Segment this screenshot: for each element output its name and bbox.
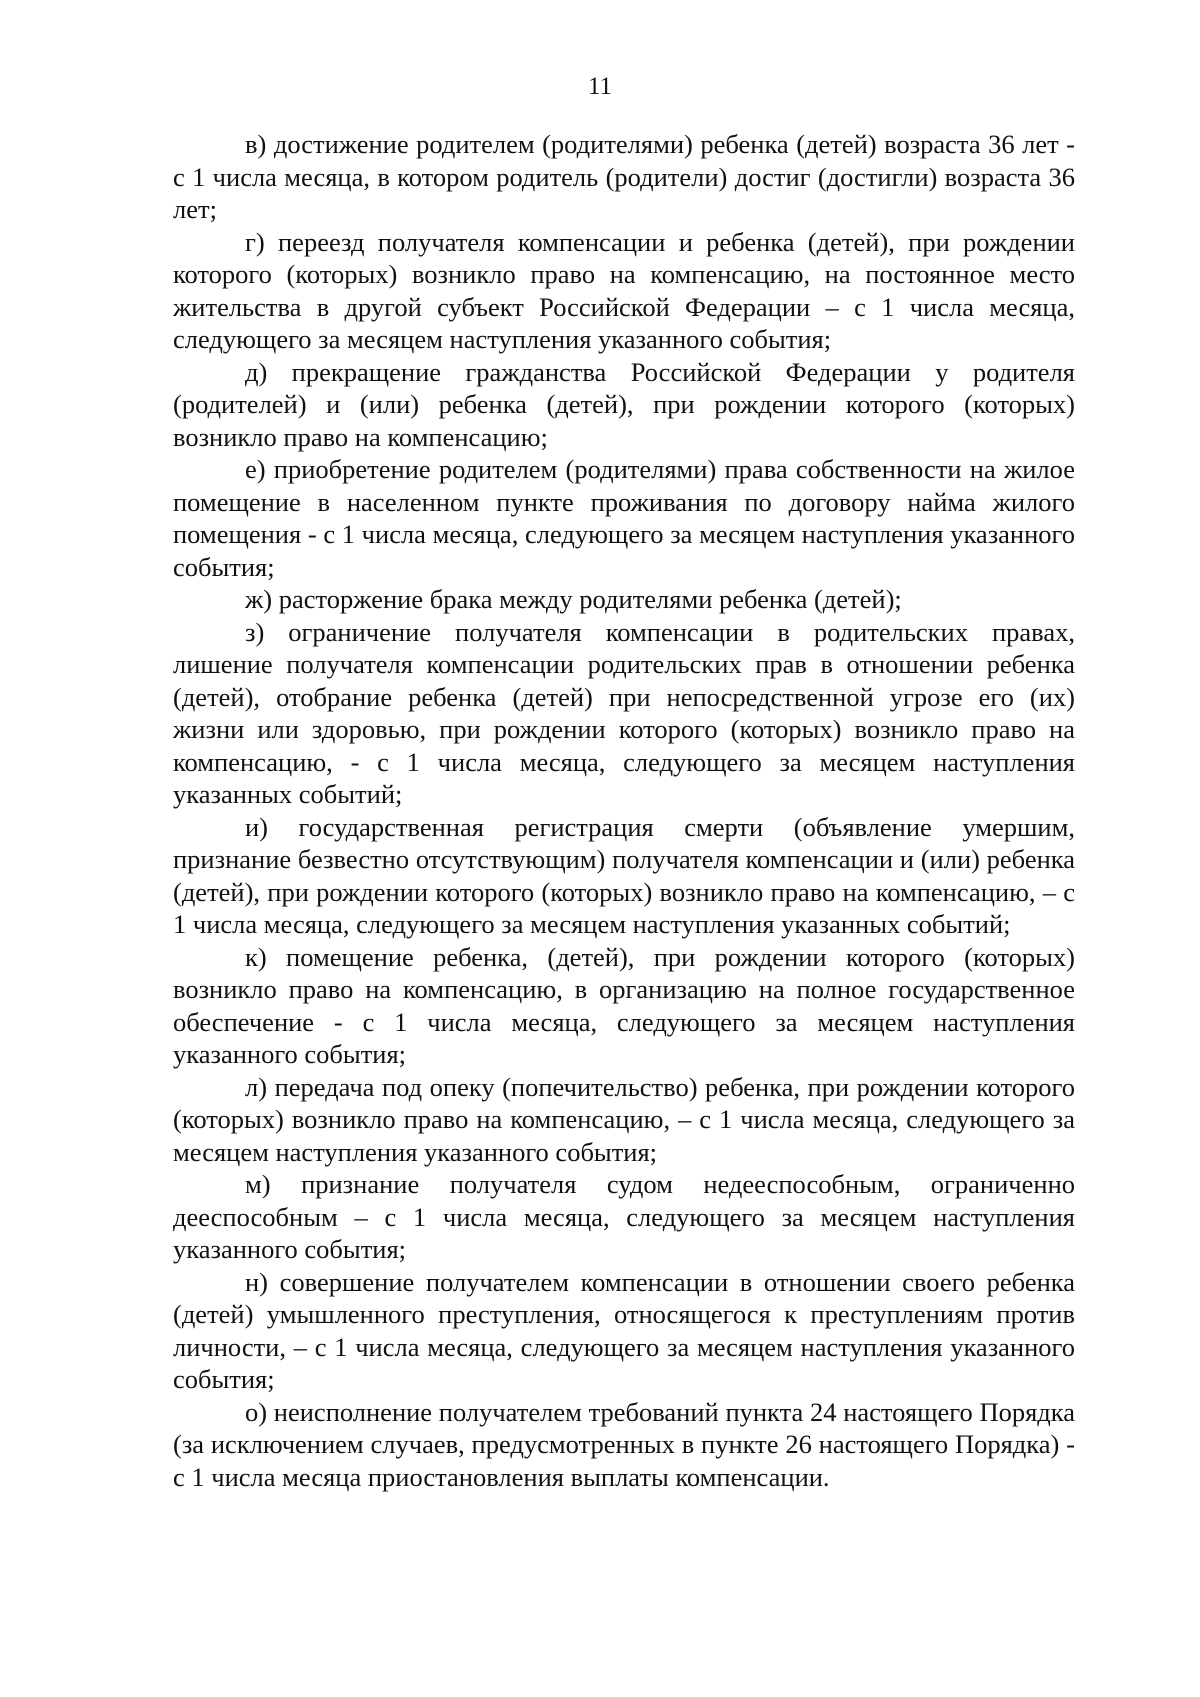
paragraph-d: д) прекращение гражданства Российской Федерации у родителя (родителей) и (или) ребенка (детей), при рождении которого (которых) возникло право на компенсацию; [173, 356, 1075, 452]
page-number: 11 [587, 73, 613, 100]
paragraph-e: е) приобретение родителем (родителями) права собственности на жилое помещение в населенном пункте проживания по договору найма жилого помещения - с 1 числа месяца, следующего за месяцем наступления указанного события; [173, 454, 1075, 582]
paragraph-o: о) неисполнение получателем требований пункта 24 настоящего Порядка (за исключением случаев, предусмотренных в пункте 26 настоящего Порядка) - с 1 числа месяца приостановления выплаты компенсации. [173, 1396, 1075, 1492]
paragraph-g: г) переезд получателя компенсации и ребенка (детей), при рождении которого (которых) возникло право на компенсацию, на постоянное место жительства в другой субъект Российской Федерации – с 1 числа месяца, следующего за месяцем наступления указанного события; [173, 226, 1075, 354]
paragraph-n: н) совершение получателем компенсации в отношении своего ребенка (детей) умышленного преступления, относящегося к преступлениям против личности, – с 1 числа месяца, следующего за месяцем наступления указанного события; [173, 1266, 1075, 1394]
paragraph-v: в) достижение родителем (родителями) ребенка (детей) возраста 36 лет - с 1 числа месяца, в котором родитель (родители) достиг (достигли) возраста 36 лет; [173, 129, 1075, 224]
paragraph-i: и) государственная регистрация смерти (объявление умершим, признание безвестно отсутствующим) получателя компенсации и (или) ребенка (детей), при рождении которого (которых) возникло право на компенсацию, – с 1 числа месяца, следующего за месяцем наступления указанных событий; [173, 811, 1075, 939]
paragraph-l: л) передача под опеку (попечительство) ребенка, при рождении которого (которых) возникло право на компенсацию, – с 1 числа месяца, следующего за месяцем наступления указанного события; [173, 1071, 1075, 1167]
paragraph-z: з) ограничение получателя компенсации в родительских правах, лишение получателя компенсации родительских прав в отношении ребенка (детей), отобрание ребенка (детей) при непосредственной угрозе его (их) жизни или здоровью, при рождении которого (которых) возникло право на компенсацию, - с 1 числа месяца, следующего за месяцем наступления указанных событий; [173, 616, 1075, 809]
paragraph-m: м) признание получателя судом недееспособным, ограниченно дееспособным – с 1 числа месяца, следующего за месяцем наступления указанного события; [173, 1169, 1075, 1264]
paragraph-zh: ж) расторжение брака между родителями ребенка (детей); [245, 584, 902, 614]
document-body [173, 128, 1075, 1493]
paragraph-k: к) помещение ребенка, (детей), при рождении которого (которых) возникло право на компенсацию, в организацию на полное государственное обеспечение - с 1 числа месяца, следующего за месяцем наступления указанного события; [173, 941, 1075, 1069]
